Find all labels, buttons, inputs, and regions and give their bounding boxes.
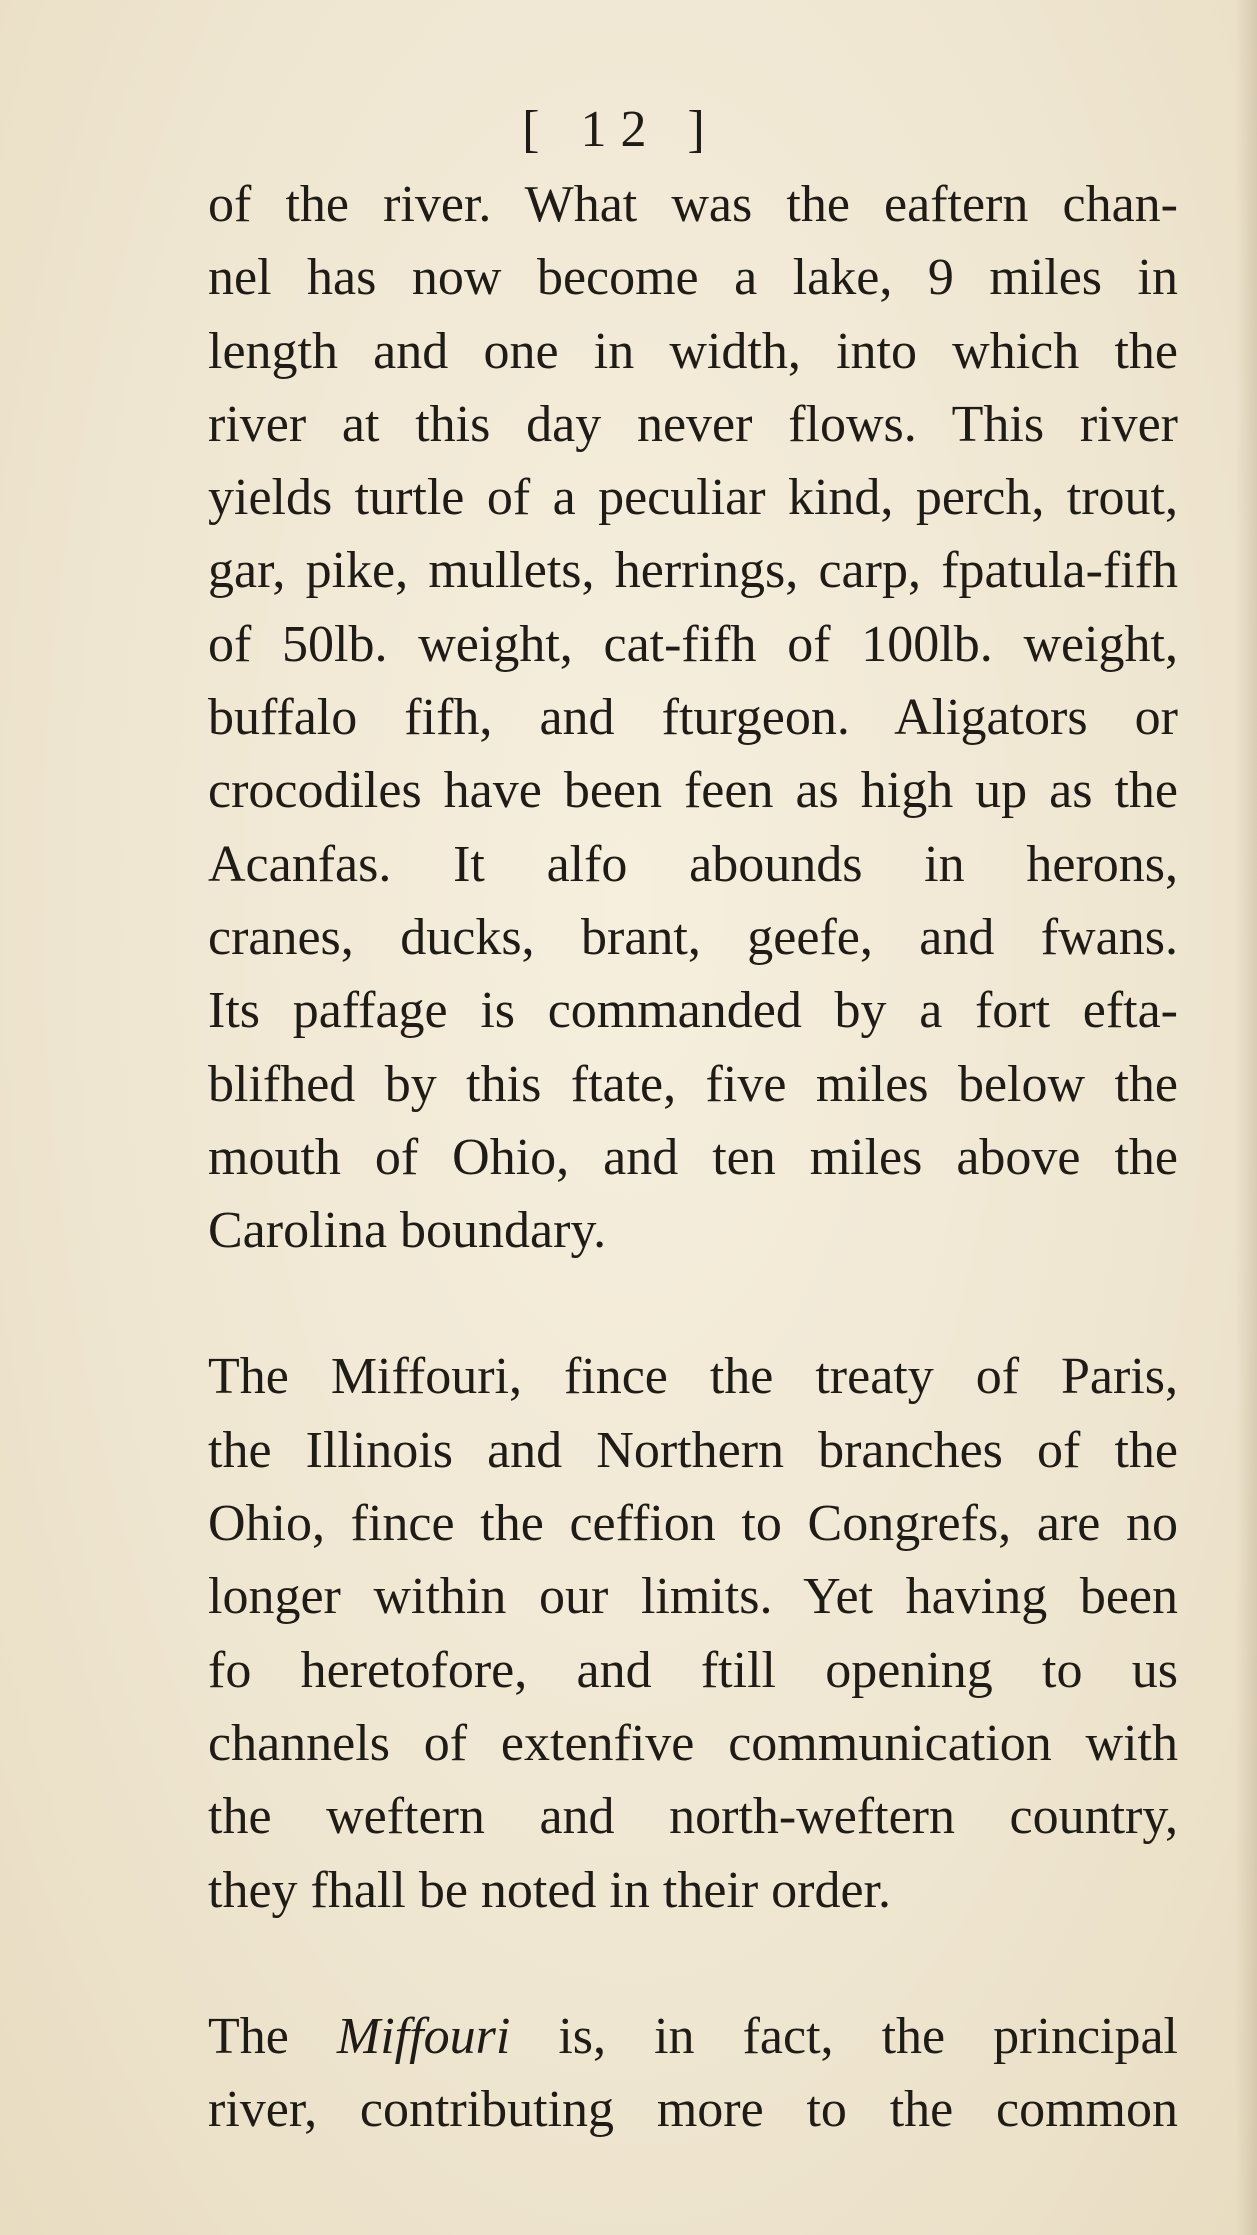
text-line: buffalo fifh, and fturgeon. Aligators or xyxy=(208,689,1178,747)
text-line: river at this day never flows. This river xyxy=(208,395,1178,453)
page-number: [ 12 ] xyxy=(522,101,719,158)
text-line: Carolina boundary. xyxy=(208,1202,607,1260)
text-line: of 50lb. weight, cat-fifh of 100lb. weight, xyxy=(208,615,1178,673)
text-line xyxy=(208,2000,1178,2073)
text-line: blifhed by this ftate, five miles below the xyxy=(208,1055,1178,1113)
text-line: Ohio, fince the ceffion to Congrefs, are no xyxy=(208,1495,1178,1553)
text-line: longer within our limits. Yet having been xyxy=(208,1568,1178,1626)
text-line: channels of extenfive communication with xyxy=(208,1714,1178,1772)
text-line: yields turtle of a peculiar kind, perch, trout, xyxy=(208,469,1178,527)
text-line: length and one in width, into which the xyxy=(208,322,1178,380)
italic-word: Miffouri xyxy=(336,2007,511,2065)
text-line: Acanfas. It alfo abounds in herons, xyxy=(208,835,1178,893)
paragraph-gap xyxy=(208,1267,1178,1340)
paragraph-2 xyxy=(208,1340,1178,1926)
paragraph-1 xyxy=(208,168,1178,1267)
text-line: of the river. What was the eaftern chan- xyxy=(208,176,1178,233)
page-edge-shadow xyxy=(1235,0,1257,2235)
text-line: they fhall be noted in their order. xyxy=(208,1861,892,1919)
text-line: nel has now become a lake, 9 miles in xyxy=(208,249,1178,307)
text-line: the weftern and north-weftern country, xyxy=(208,1788,1178,1846)
text-line: gar, pike, mullets, herrings, carp, fpatula-fifh xyxy=(208,542,1178,600)
text-line: Its paffage is commanded by a fort efta- xyxy=(208,982,1178,1040)
text-run: is, in fact, the principal xyxy=(510,2007,1179,2065)
paragraph-gap xyxy=(208,1927,1178,2000)
text-line: The Miffouri, fince the treaty of Paris, xyxy=(208,1348,1178,1406)
text-line: cranes, ducks, brant, geefe, and fwans. xyxy=(208,908,1178,966)
text-line: the Illinois and Northern branches of the xyxy=(208,1421,1178,1479)
paragraph-3 xyxy=(208,2000,1178,2147)
text-run: The xyxy=(208,2007,337,2065)
body-text xyxy=(208,168,1178,2146)
text-line: fo heretofore, and ftill opening to us xyxy=(208,1641,1178,1699)
text-line: mouth of Ohio, and ten miles above the xyxy=(208,1128,1178,1186)
text-line: crocodiles have been feen as high up as the xyxy=(208,762,1178,820)
text-line: river, contributing more to the common xyxy=(208,2081,1178,2139)
